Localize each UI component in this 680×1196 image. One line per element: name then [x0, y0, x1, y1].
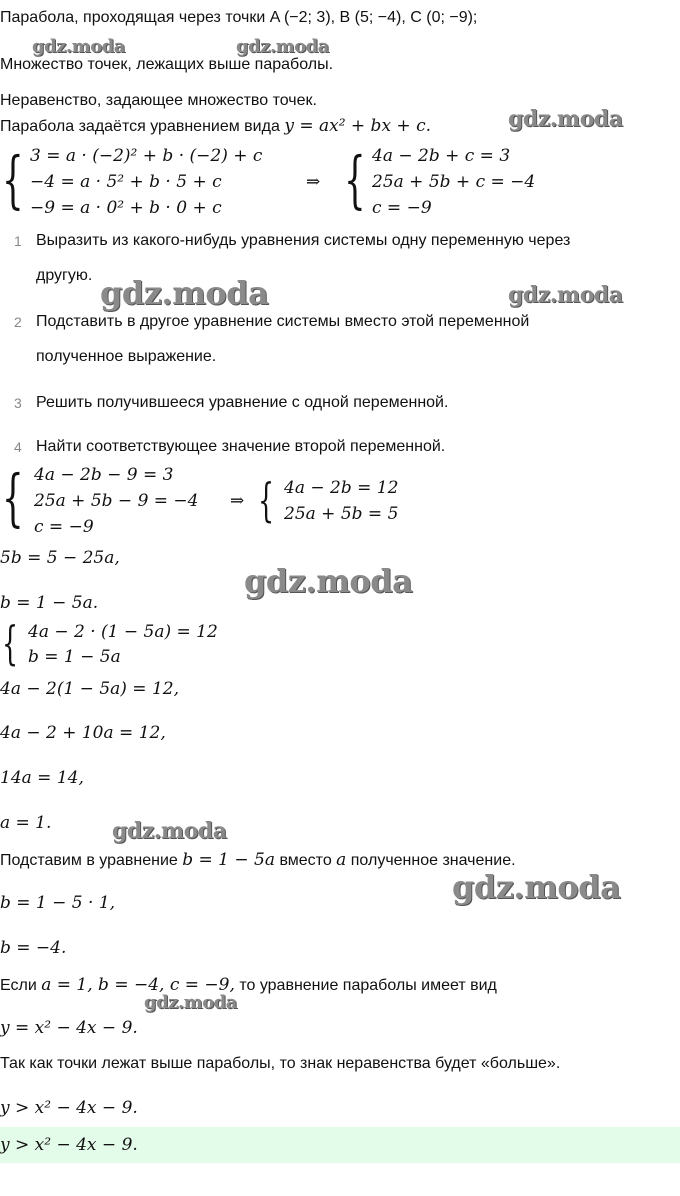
system-3-row: b = 1 − 5a: [28, 647, 121, 667]
step-number: 4: [14, 439, 22, 455]
equation-step: b = −4.: [0, 938, 67, 958]
watermark: gdz.moda: [100, 274, 269, 312]
system-3-brace: {: [2, 616, 19, 670]
parabola-form-line: [0, 116, 431, 137]
watermark: gdz.moda: [112, 818, 227, 844]
parabola-form-math: y = ax² + bx + c.: [284, 116, 432, 136]
system-2-right-brace: {: [258, 473, 275, 527]
substitution-text: полученное значение.: [350, 852, 516, 869]
given-inequality-line: Неравенство, задающее множество точек.: [0, 92, 317, 109]
implies-arrow: ⇒: [306, 172, 321, 192]
equation-step: 4a − 2 + 10a = 12,: [0, 723, 166, 743]
system-2-left-row: 4a − 2b − 9 = 3: [34, 465, 174, 485]
system-1-left-row: 3 = a · (−2)² + b · (−2) + c: [30, 146, 263, 166]
coefficients-text: Если: [0, 977, 37, 994]
system-1-left-row: −9 = a · 0² + b · 0 + c: [30, 198, 222, 218]
system-2-right-row: 4a − 2b = 12: [284, 478, 399, 498]
step-number: 1: [14, 233, 22, 249]
substitution-text: вместо: [279, 852, 332, 869]
conclusion-text: Так как точки лежат выше параболы, то знак неравенства будет «больше».: [0, 1055, 561, 1072]
step-text: Выразить из какого-нибудь уравнения системы одну переменную через: [36, 232, 571, 249]
step-text-continued: полученное выражение.: [36, 348, 217, 365]
answer-box: [0, 1127, 680, 1163]
result-inequality: y > x² − 4x − 9.: [0, 1098, 138, 1118]
system-2-left-row: 25a + 5b − 9 = −4: [34, 491, 199, 511]
step-text: Найти соответствующее значение второй переменной.: [36, 438, 446, 455]
equation-5b: 5b = 5 − 25a,: [0, 548, 120, 568]
system-1-right-row: c = −9: [372, 198, 432, 218]
substitution-line: [0, 850, 516, 871]
system-1-left-brace: {: [2, 143, 24, 216]
parabola-equation: y = x² − 4x − 9.: [0, 1018, 138, 1038]
watermark: gdz.moda: [244, 562, 413, 600]
watermark: gdz.moda: [508, 106, 623, 132]
step-text: Решить получившееся уравнение с одной переменной.: [36, 394, 449, 411]
system-1-right-row: 4a − 2b + c = 3: [372, 146, 511, 166]
step-number: 3: [14, 395, 22, 411]
equation-step: a = 1.: [0, 813, 52, 833]
equation-b: b = 1 − 5a.: [0, 593, 99, 613]
system-1-left-row: −4 = a · 5² + b · 5 + c: [30, 172, 222, 192]
equation-step: 14a = 14,: [0, 768, 84, 788]
watermark: gdz.moda: [32, 36, 125, 57]
given-set-line: Множество точек, лежащих выше параболы.: [0, 56, 334, 73]
substitution-math: a: [336, 850, 347, 870]
step-text-continued: другую.: [36, 267, 93, 284]
system-2-right-row: 25a + 5b = 5: [284, 504, 399, 524]
step-text: Подставить в другое уравнение системы вместо этой переменной: [36, 313, 530, 330]
step-number: 2: [14, 314, 22, 330]
substitution-text: Подставим в уравнение: [0, 852, 178, 869]
coefficients-text: то уравнение параболы имеет вид: [239, 977, 497, 994]
substitution-math: b = 1 − 5a: [182, 850, 275, 870]
watermark: gdz.moda: [452, 868, 621, 906]
system-1-right-brace: {: [344, 143, 366, 216]
coefficients-line: [0, 975, 497, 996]
answer-inequality: y > x² − 4x − 9.: [0, 1135, 138, 1155]
equation-step: b = 1 − 5 · 1,: [0, 893, 116, 913]
watermark: gdz.moda: [144, 992, 237, 1013]
coefficients-math: a = 1, b = −4, c = −9,: [41, 975, 235, 995]
system-2-left-brace: {: [2, 461, 24, 534]
equation-step: 4a − 2(1 − 5a) = 12,: [0, 679, 179, 699]
watermark: gdz.moda: [508, 282, 623, 308]
implies-arrow: ⇒: [230, 491, 245, 511]
system-3-row: 4a − 2 · (1 − 5a) = 12: [28, 622, 218, 642]
watermark: gdz.moda: [236, 36, 329, 57]
system-1-right-row: 25a + 5b + c = −4: [372, 172, 536, 192]
parabola-form-text: Парабола задаётся уравнением вида: [0, 118, 280, 135]
problem-statement: Парабола, проходящая через точки A (−2; 3), B (5; −4), C (0; −9);: [0, 9, 478, 26]
system-2-left-row: c = −9: [34, 517, 94, 537]
